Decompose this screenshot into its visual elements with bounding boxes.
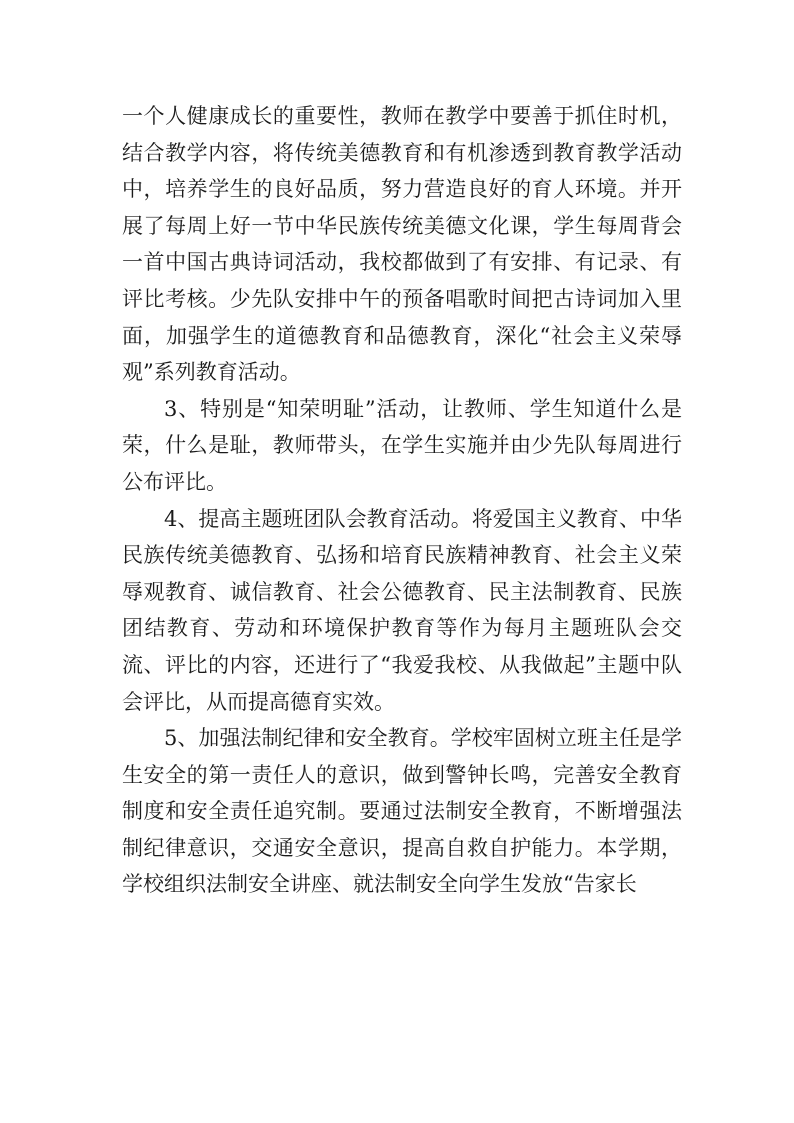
document-body (122, 98, 682, 903)
paragraph-item-5: 5、加强法制纪律和安全教育。学校牢固树立班主任是学生安全的第一责任人的意识，做到警钟长鸣，完善安全教育制度和安全责任追究制。要通过法制安全教育，不断增强法制纪律意识，交通安全意识，提高自救自护能力。本学期，学校组织法制安全讲座、就法制安全向学生发放“告家长 (122, 726, 682, 897)
paragraph-item-4: 4、提高主题班团队会教育活动。将爱国主义教育、中华民族传统美德教育、弘扬和培育民族精神教育、社会主义荣辱观教育、诚信教育、社会公德教育、民主法制教育、民族团结教育、劳动和环境保护教育等作为每月主题班队会交流、评比的内容，还进行了“我爱我校、从我做起”主题中队会评比，从而提高德育实效。 (122, 506, 682, 714)
paragraph-item-3: 3、特别是“知荣明耻”活动，让教师、学生知道什么是荣，什么是耻，教师带头，在学生实施并由少先队每周进行公布评比。 (122, 396, 682, 494)
paragraph-continuation: 一个人健康成长的重要性，教师在教学中要善于抓住时机，结合教学内容，将传统美德教育和有机渗透到教育教学活动中，培养学生的良好品质，努力营造良好的育人环境。并开展了每周上好一节中华民族传统美德文化课，学生每周背会一首中国古典诗词活动，我校都做到了有安排、有记录、有评比考核。少先队安排中午的预备唱歌时间把古诗词加入里面，加强学生的道德教育和品德教育，深化“社会主义荣辱观”系列教育活动。 (122, 104, 682, 385)
